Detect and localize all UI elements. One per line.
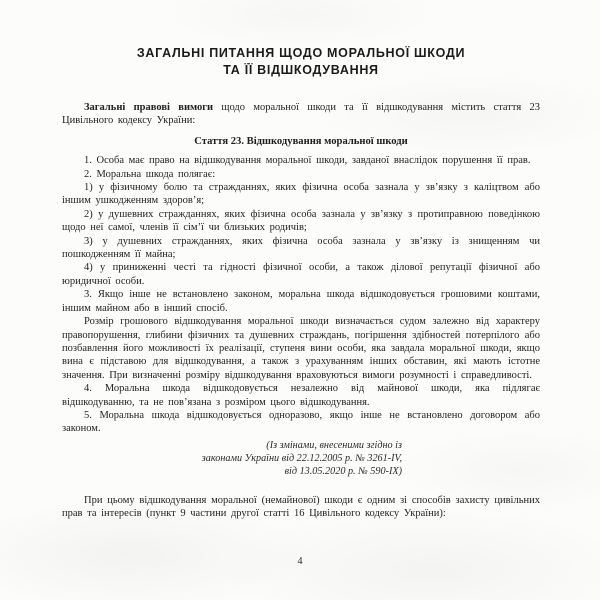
- intro-rest-text: щодо моральної шкоди та її відшкодування містить стаття 23 Цивільного кодексу України:: [62, 102, 540, 127]
- article-paragraph: Розмір грошового відшкодування моральної шкоди визначається судом залежно від характеру правопорушення, глибини фізичних та душевних страждань, погіршення здібностей потерпілого або позбавлення його можливості їх реалізації, ступеня вини особи, яка завдала моральної шкоди, якщо вина є підставою для відшкодування, а також з урахуванням інших обставин, які мають істотне значення. При визначенні розміру відшкодування враховуються вимоги розумності і справедливості.: [62, 316, 540, 381]
- article-paragraph: 4) у приниженні честі та гідності фізичної особи, а також ділової репутації фізичної або юридичної особи.: [62, 262, 540, 287]
- article-heading: Стаття 23. Відшкодування моральної шкоди: [194, 135, 408, 147]
- page-title-line1: ЗАГАЛЬНІ ПИТАННЯ ЩОДО МОРАЛЬНОЇ ШКОДИ: [136, 46, 466, 60]
- article-paragraph: 5. Моральна шкода відшкодовується одноразово, якщо інше не встановлено договором або законом.: [62, 409, 540, 435]
- article-paragraph: 4. Моральна шкода відшкодовується незалежно від майнової шкоди, яка підлягає відшкодуванню, та не пов’язана з розміром цього відшкодування.: [62, 383, 540, 408]
- document-page: [62, 0, 540, 520]
- article-paragraph: 2. Моральна шкода полягає:: [84, 168, 216, 180]
- page-title: [62, 45, 540, 79]
- amendment-line: законами України від 22.12.2005 р. № 3261-IV,: [201, 453, 402, 465]
- article-paragraph: 1. Особа має право на відшкодування моральної шкоди, завданої внаслідок порушення її прав.: [84, 155, 531, 167]
- intro-bold-text: Загальні правові вимоги: [84, 102, 214, 113]
- closing-paragraph: При цьому відшкодування моральної (немайнової) шкоди є одним зі способів захисту цивільних прав та інтересів (пункт 9 частини другої статті 16 Цивільного кодексу України):: [62, 494, 540, 520]
- intro-paragraph: [62, 101, 540, 128]
- article-paragraph: 2) у душевних стражданнях, яких фізична особа зазнала у зв’язку з протиправною поведінкою щодо неї самої, членів її сім’ї чи близьких родичів;: [62, 208, 540, 234]
- page-number: 4: [297, 556, 303, 567]
- amendment-note: [62, 439, 540, 479]
- article-paragraph: 1) у фізичному болю та стражданнях, яких фізична особа зазнала у зв’язку з каліцтвом або іншим ушкодженням здоров’я;: [62, 182, 540, 207]
- amendment-line: (Із змінами, внесеними згідно із: [266, 439, 402, 451]
- article-paragraph: 3) у душевних стражданнях, яких фізична особа зазнала у зв’язку із знищенням чи пошкодженням її майна;: [62, 235, 540, 261]
- page-title-line2: ТА ЇЇ ВІДШКОДУВАННЯ: [223, 63, 379, 77]
- article-paragraph: 3. Якщо інше не встановлено законом, моральна шкода відшкодовується грошовими коштами, іншим майном або в інший спосіб.: [62, 289, 540, 314]
- amendment-line: від 13.05.2020 р. № 590-ІХ): [284, 466, 402, 478]
